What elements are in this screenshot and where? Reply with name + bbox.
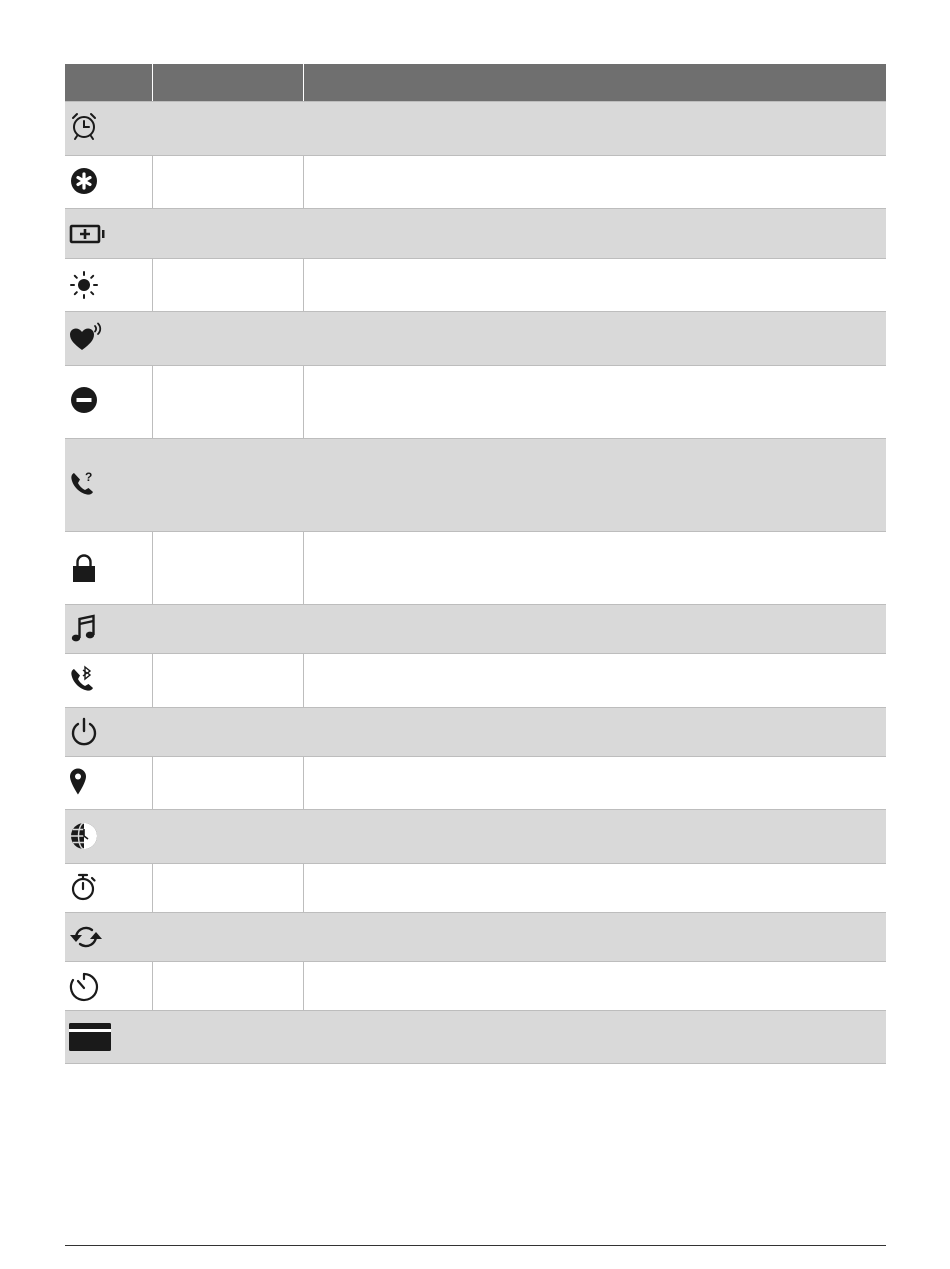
phone-bluetooth-icon <box>68 664 100 696</box>
table-cell <box>153 366 304 438</box>
emergency-assistance-icon <box>68 165 100 197</box>
table-cell <box>304 156 886 208</box>
header-cell-description <box>304 64 886 101</box>
table-row <box>65 707 886 756</box>
table-cell <box>153 532 304 604</box>
table-row <box>65 653 886 707</box>
sync-icon <box>68 921 100 953</box>
table-cell <box>153 259 304 311</box>
table-cell <box>153 654 304 707</box>
table-header <box>65 64 886 101</box>
table-row <box>65 912 886 961</box>
table-cell <box>304 962 886 1010</box>
icon-table <box>65 64 886 1064</box>
table-cell <box>153 757 304 809</box>
do-not-disturb-icon <box>68 384 100 416</box>
lock-device-icon <box>68 552 100 584</box>
table-row <box>65 208 886 258</box>
table-row <box>65 756 886 809</box>
table-row <box>65 531 886 604</box>
svg-text:?: ? <box>85 470 93 484</box>
world-clock-icon <box>68 820 100 852</box>
table-row <box>65 311 886 365</box>
find-my-phone-icon <box>68 468 100 500</box>
table-row <box>65 809 886 863</box>
table-cell <box>304 532 886 604</box>
table-row <box>65 961 886 1010</box>
table-row <box>65 1010 886 1063</box>
table-row <box>65 438 886 531</box>
table-row <box>65 365 886 438</box>
table-cell <box>153 864 304 912</box>
header-cell-icon <box>65 64 153 101</box>
music-controls-icon <box>68 613 100 645</box>
battery-saver-icon <box>68 218 100 250</box>
table-cell <box>304 654 886 707</box>
brightness-icon <box>68 269 100 301</box>
table-cell <box>304 259 886 311</box>
alarm-clock-icon <box>68 110 100 142</box>
table-row <box>65 155 886 208</box>
table-row <box>65 258 886 311</box>
timer-icon <box>68 970 100 1002</box>
table-row <box>65 863 886 912</box>
table-cell <box>304 864 886 912</box>
table-cell <box>153 962 304 1010</box>
header-cell-name <box>153 64 304 101</box>
footer-rule <box>65 1245 886 1246</box>
table-cell <box>304 757 886 809</box>
power-off-icon <box>68 716 100 748</box>
table-cell <box>153 156 304 208</box>
stopwatch-icon <box>68 871 100 903</box>
wallet-icon <box>68 1021 112 1053</box>
table-cell <box>304 366 886 438</box>
broadcast-heart-rate-icon <box>68 322 100 354</box>
table-row <box>65 604 886 653</box>
save-location-icon <box>68 766 100 798</box>
table-row <box>65 101 886 155</box>
